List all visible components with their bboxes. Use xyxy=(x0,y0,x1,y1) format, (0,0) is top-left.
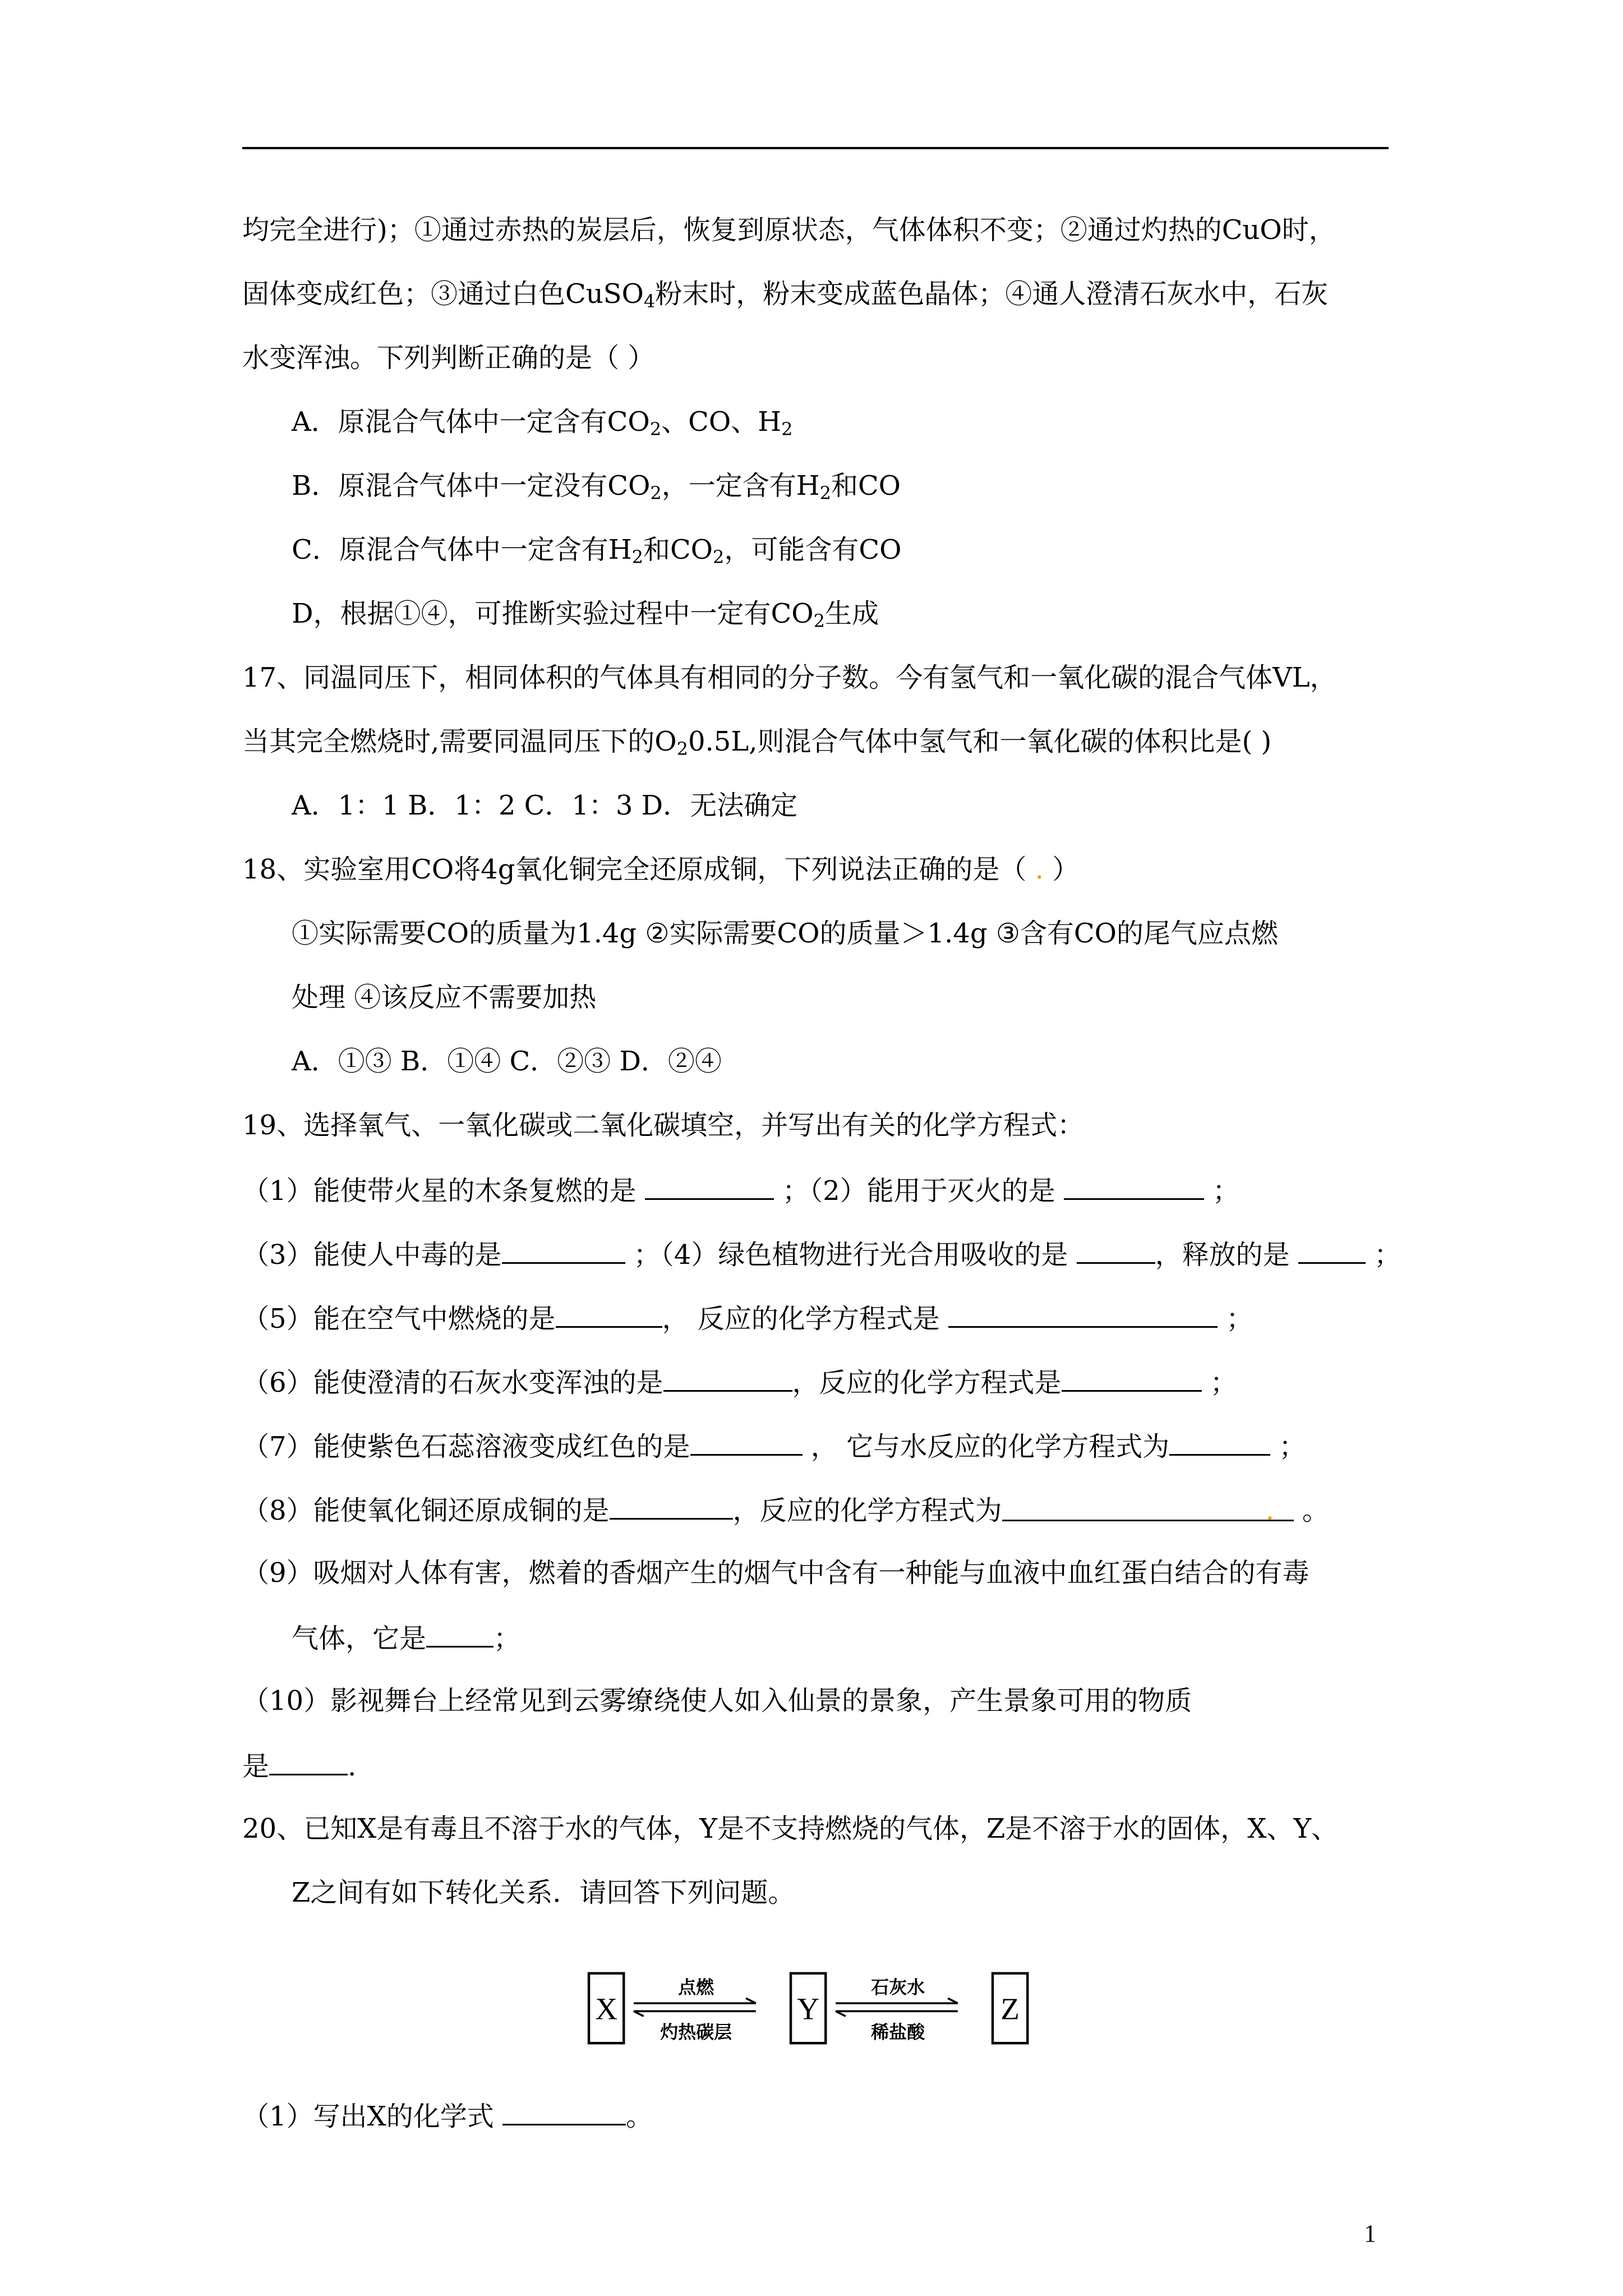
text: （3）能使人中毒的是 xyxy=(242,1239,502,1271)
answer-blank[interactable] xyxy=(1002,1494,1294,1526)
text: （1）写出X的化学式 xyxy=(242,2101,502,2132)
arrow-y-z xyxy=(836,1976,958,2042)
text: 生成 xyxy=(824,598,879,629)
box-x xyxy=(589,1973,624,2043)
text: 处理 ④该反应不需要加热 xyxy=(292,982,597,1013)
subscript: 2 xyxy=(676,738,688,760)
text: 。 xyxy=(625,2101,653,2132)
text: A．1：1 B．1：2 C．1：3 D．无法确定 xyxy=(292,790,798,821)
text: ； xyxy=(494,1623,521,1654)
q19-item-8 xyxy=(242,1492,1398,1527)
q20-line-1 xyxy=(242,1812,1398,1846)
answer-blank[interactable] xyxy=(269,1748,348,1775)
answer-blank[interactable] xyxy=(502,2098,626,2125)
q17-options xyxy=(292,789,1447,822)
q19-item-5 xyxy=(242,1300,1398,1336)
q19-intro xyxy=(242,1108,1398,1142)
text: ，反应的化学方程式为 xyxy=(732,1495,1002,1526)
q20-line-2 xyxy=(292,1876,1447,1910)
q19-item-9-line-2 xyxy=(292,1620,1447,1655)
subscript: 2 xyxy=(813,610,825,632)
text: 、CO、H xyxy=(661,406,782,438)
q18-options xyxy=(292,1045,1447,1078)
answer-blank[interactable] xyxy=(1077,1236,1155,1264)
text: Z之间有如下转化关系．请回答下列问题。 xyxy=(292,1877,795,1908)
answer-blank[interactable] xyxy=(556,1300,662,1328)
text: 是 xyxy=(242,1751,270,1782)
subscript: 4 xyxy=(643,291,656,312)
text: A．①③ B．①④ C．②③ D．②④ xyxy=(292,1046,722,1077)
q16-text-line-2 xyxy=(242,277,1398,318)
mark: . xyxy=(1265,1495,1274,1526)
box-y xyxy=(791,1973,826,2043)
text: ； xyxy=(1201,1367,1237,1398)
text: C．原混合气体中一定含有H xyxy=(292,534,632,565)
text: 粉末时，粉末变成蓝色晶体；④通人澄清石灰水中，石灰 xyxy=(655,278,1329,310)
q19-item-7 xyxy=(242,1428,1398,1464)
text: 18、实验室用CO将4g氧化铜完全还原成铜，下列说法正确的是（ xyxy=(242,854,1035,885)
text: B．原混合气体中一定没有CO xyxy=(292,470,651,501)
answer-blank[interactable] xyxy=(502,1236,625,1264)
arrow-bottom-label: 灼热碳层 xyxy=(660,2021,732,2043)
answer-blank[interactable] xyxy=(1298,1236,1366,1264)
box-y-label: Y xyxy=(797,1991,820,2026)
text: （7）能使紫色石蕊溶液变成红色的是 xyxy=(242,1431,690,1462)
text: 当其完全燃烧时,需要同温同压下的O xyxy=(242,726,677,757)
arrow-x-y xyxy=(634,1976,756,2042)
arrow-top-label: 石灰水 xyxy=(871,1976,925,1998)
subscript: 2 xyxy=(781,418,793,440)
q16-option-a xyxy=(292,405,1447,446)
text: ，释放的是 xyxy=(1155,1239,1298,1271)
text: A．原混合气体中一定含有CO xyxy=(292,406,650,438)
arrow-bottom-label: 稀盐酸 xyxy=(871,2021,925,2043)
text: ； xyxy=(1365,1239,1401,1271)
text: . xyxy=(348,1751,357,1782)
subscript: 2 xyxy=(631,546,643,568)
answer-blank[interactable] xyxy=(645,1172,774,1200)
q16-option-b xyxy=(292,469,1447,510)
text: ； xyxy=(1204,1175,1240,1207)
answer-blank[interactable] xyxy=(690,1428,803,1456)
subscript: 2 xyxy=(819,482,831,504)
text: 。 xyxy=(1293,1495,1329,1526)
text: 0.5L,则混合气体中氢气和一氧化碳的体积比是( ) xyxy=(688,726,1272,757)
text: 均完全进行)；①通过赤热的炭层后，恢复到原状态，气体体积不变；②通过灼热的CuO时， xyxy=(242,214,1336,246)
answer-blank[interactable] xyxy=(1064,1172,1204,1200)
q19-item-1-2 xyxy=(242,1172,1398,1208)
text: 气体，它是 xyxy=(292,1623,427,1654)
text: （5）能在空气中燃烧的是 xyxy=(242,1303,556,1335)
q19-item-10-line-2 xyxy=(242,1748,1398,1783)
text: ①实际需要CO的质量为1.4g ②实际需要CO的质量＞1.4g ③含有CO的尾气应点燃 xyxy=(292,918,1278,949)
q18-statements-2 xyxy=(292,981,1447,1014)
box-x-label: X xyxy=(595,1991,618,2026)
text: 水变浑浊。下列判断正确的是（ ） xyxy=(242,342,655,374)
text: ，可能含有CO xyxy=(724,534,902,565)
q20-item-1 xyxy=(242,2098,1398,2133)
text: ， 它与水反应的化学方程式为 xyxy=(802,1431,1170,1462)
q16-text-line-3 xyxy=(242,341,1398,375)
text: ，反应的化学方程式是 xyxy=(792,1367,1062,1398)
q17-line-1 xyxy=(242,661,1398,694)
text: ； xyxy=(1218,1303,1253,1335)
q19-item-9-line-1 xyxy=(242,1556,1398,1590)
text: （1）能使带火星的木条复燃的是 xyxy=(242,1175,645,1207)
answer-blank[interactable] xyxy=(948,1300,1218,1328)
text: 19、选择氧气、一氧化碳或二氧化碳填空，并写出有关的化学方程式： xyxy=(242,1110,1085,1141)
header-rule xyxy=(242,147,1389,149)
q18-line-1 xyxy=(242,853,1398,886)
text: 固体变成红色；③通过白色CuSO xyxy=(242,278,644,310)
text: （6）能使澄清的石灰水变浑浊的是 xyxy=(242,1367,663,1398)
q16-option-d xyxy=(292,597,1447,638)
q17-line-2 xyxy=(242,725,1398,766)
conversion-diagram xyxy=(555,1963,1071,2053)
text: 20、已知X是有毒且不溶于水的气体，Y是不支持燃烧的气体，Z是不溶于水的固体，X、Y、 xyxy=(242,1813,1339,1844)
page-number: 1 xyxy=(1364,2220,1376,2247)
text: （9）吸烟对人体有害，燃着的香烟产生的烟气中含有一种能与血液中血红蛋白结合的有毒 xyxy=(242,1557,1310,1589)
box-z-label: Z xyxy=(1000,1991,1020,2026)
q19-item-10-line-1 xyxy=(242,1684,1398,1718)
text: 和CO xyxy=(643,534,713,565)
text: 和CO xyxy=(831,470,901,501)
answer-blank[interactable] xyxy=(426,1620,494,1648)
q16-text-line-1 xyxy=(242,213,1398,247)
q16-option-c xyxy=(292,533,1447,574)
text: ； xyxy=(1270,1431,1306,1462)
text: 17、同温同压下，相同体积的气体具有相同的分子数。今有氢气和一氧化碳的混合气体VL， xyxy=(242,662,1337,693)
q18-statements-1 xyxy=(292,917,1447,950)
text: ，一定含有H xyxy=(661,470,820,501)
text: （8）能使氧化铜还原成铜的是 xyxy=(242,1495,610,1526)
answer-blank[interactable] xyxy=(663,1364,792,1392)
answer-blank[interactable] xyxy=(1169,1428,1270,1456)
answer-blank[interactable] xyxy=(1062,1364,1202,1392)
text: D，根据①④，可推断实验过程中一定有CO xyxy=(292,598,814,629)
subscript: 2 xyxy=(650,482,662,504)
text: ） xyxy=(1043,854,1080,885)
q19-item-6 xyxy=(242,1364,1398,1400)
subscript: 2 xyxy=(649,418,662,440)
q19-item-3-4 xyxy=(242,1236,1401,1272)
text: ， 反应的化学方程式是 xyxy=(662,1303,949,1335)
answer-blank[interactable] xyxy=(610,1492,733,1520)
arrow-top-label: 点燃 xyxy=(678,1976,714,1998)
mark: . xyxy=(1035,854,1044,885)
subscript: 2 xyxy=(713,546,725,568)
box-z xyxy=(993,1973,1027,2043)
text: ；（2）能用于灭火的是 xyxy=(773,1175,1064,1207)
text: （10）影视舞台上经常见到云雾缭绕使人如入仙景的景象，产生景象可用的物质 xyxy=(242,1685,1192,1717)
text: ；（4）绿色植物进行光合用吸收的是 xyxy=(625,1239,1077,1271)
